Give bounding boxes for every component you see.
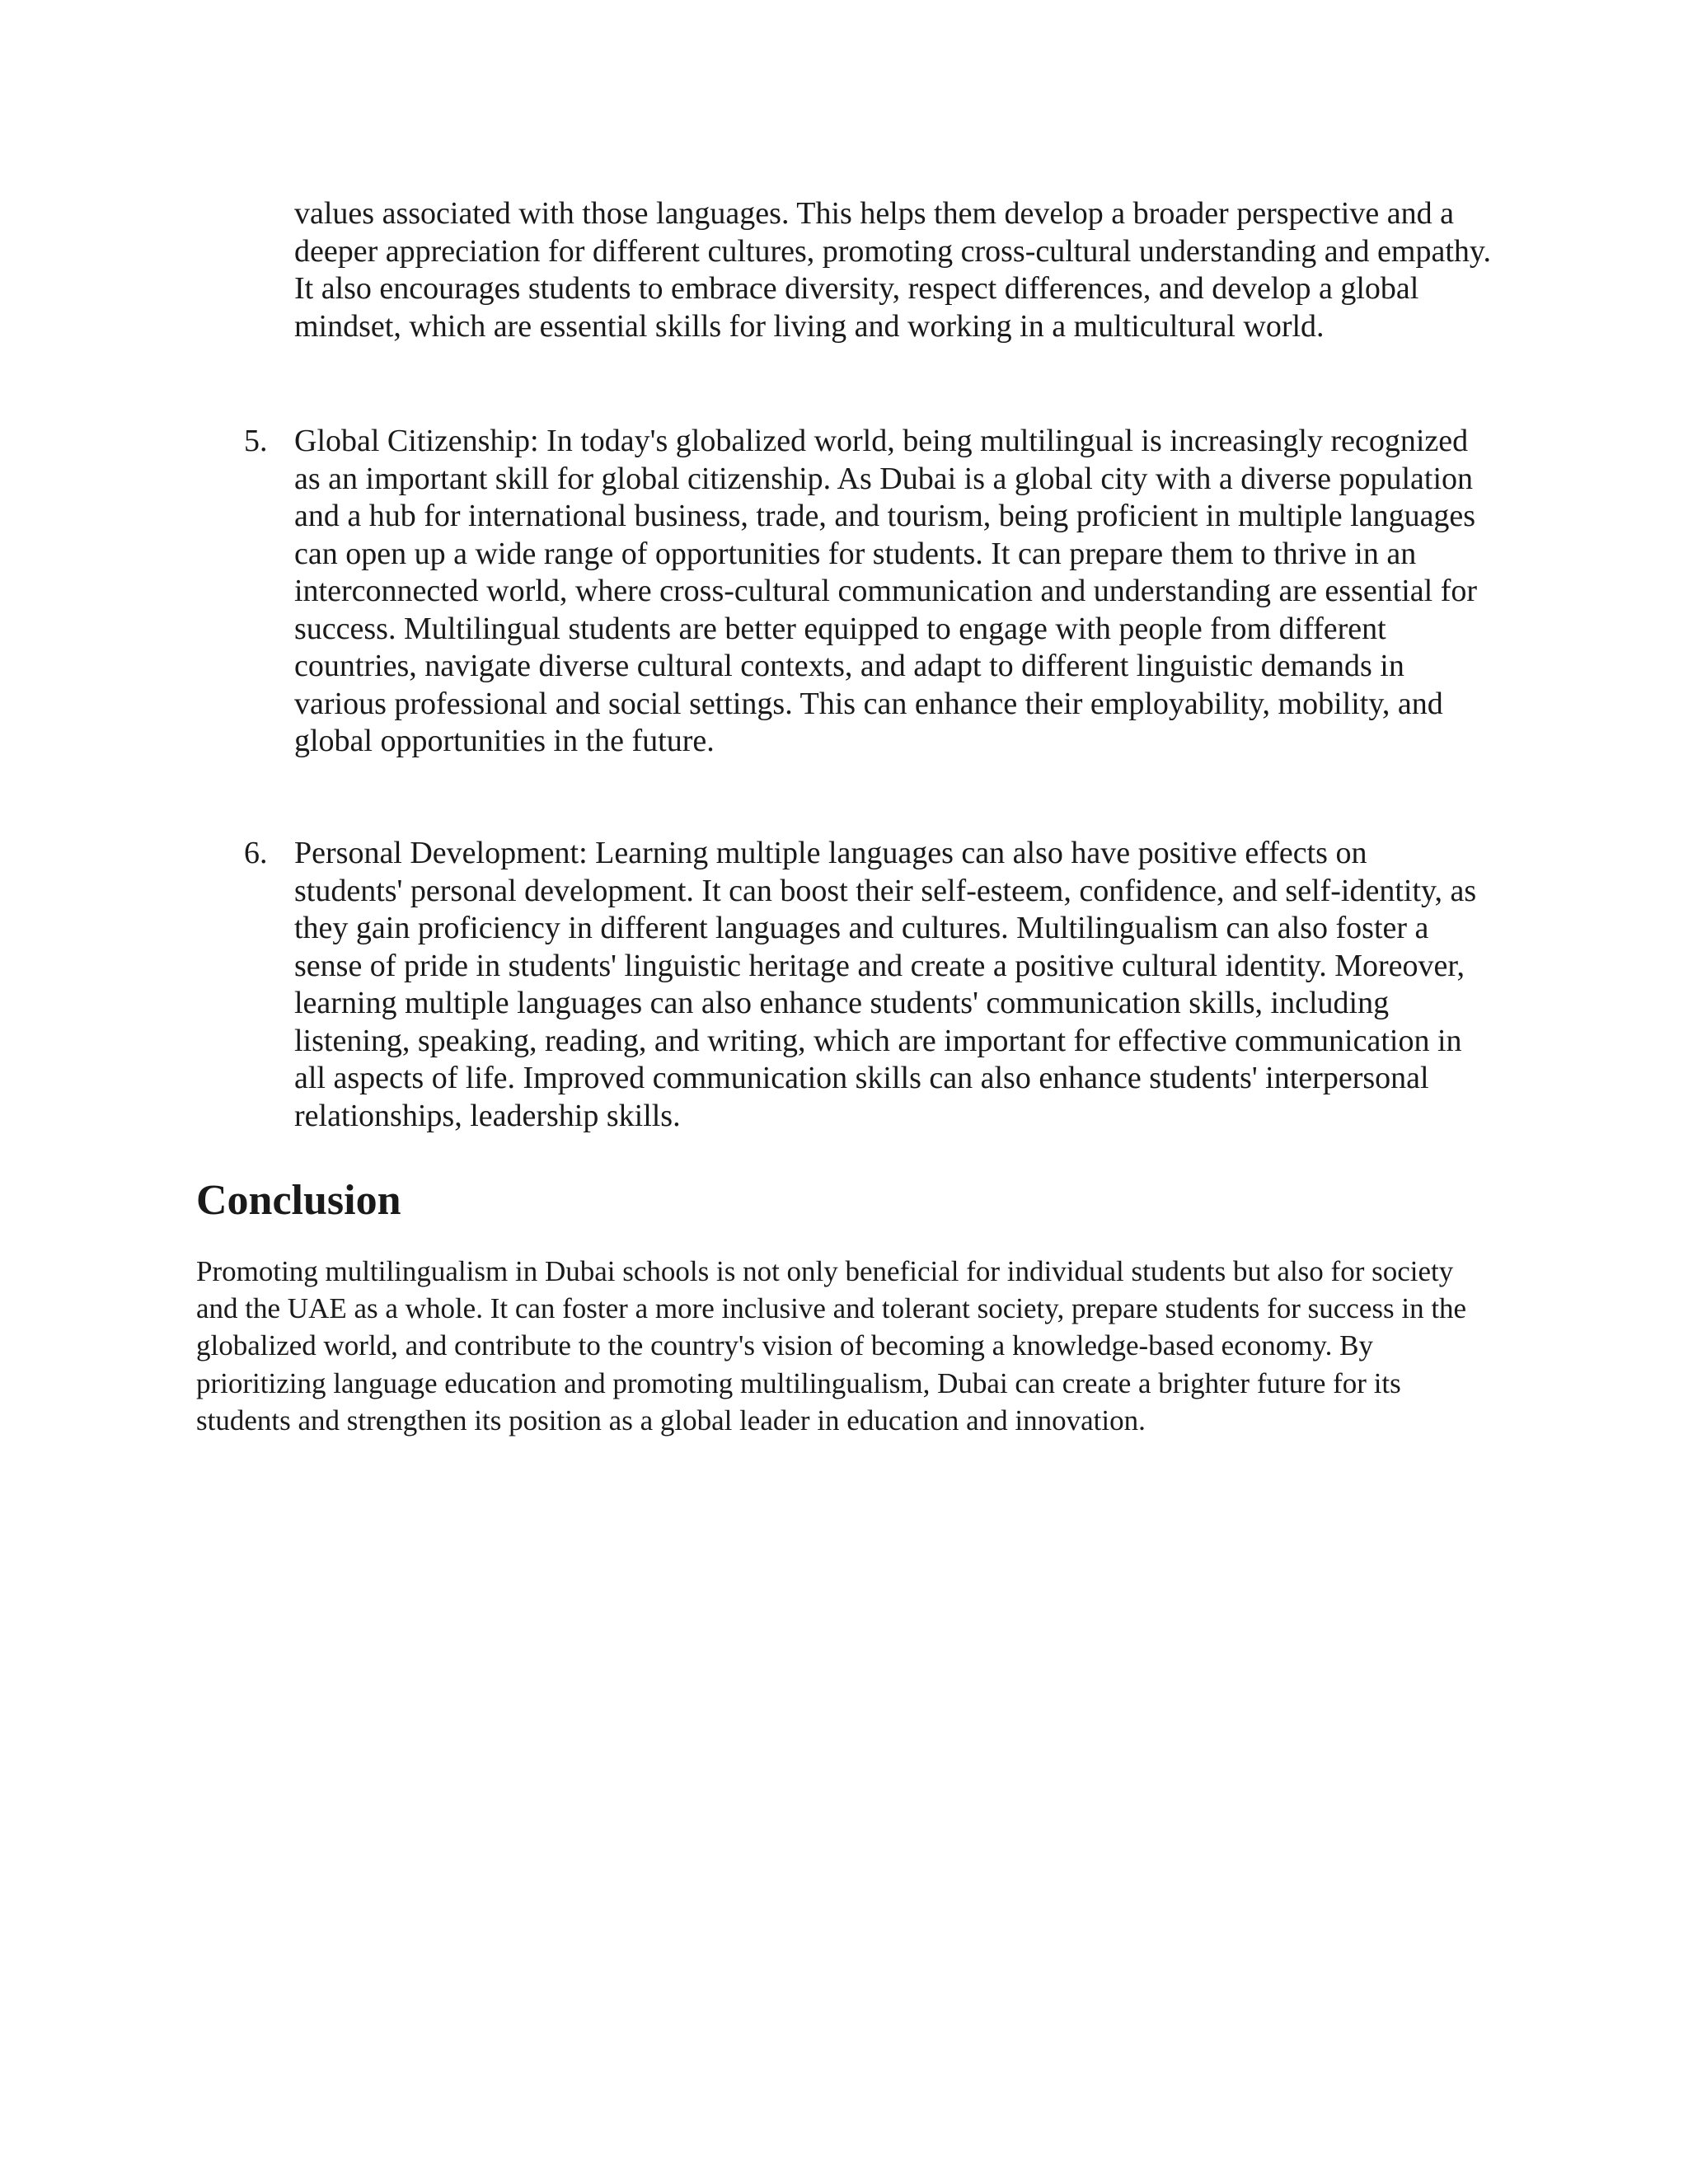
- list-item-number: 5.: [244, 424, 268, 458]
- conclusion-heading: Conclusion: [196, 1177, 401, 1224]
- conclusion-paragraph: Promoting multilingualism in Dubai schools is not only beneficial for individual students but also for society and the UAE as a whole. It can foster a more inclusive and tolerant society, prepare students for success in the globalized world, and contribute to the country's vision of becoming a knowledge-based economy. By prioritizing language education and promoting multilingualism, Dubai can create a brighter future for its students and strengthen its position as a global leader in education and innovation.: [196, 1255, 1467, 1436]
- list-item-text: Global Citizenship: In today's globalized world, being multilingual is increasingly recognized as an important skill for global citizenship. As Dubai is a global city with a diverse population and a hub for international business, trade, and tourism, being proficient in multiple languages can open up a wide range of opportunities for students. It can prepare them to thrive in an interconnected world, where cross-cultural communication and understanding are essential for success. Multilingual students are better equipped to engage with people from different countries, navigate diverse cultural contexts, and adapt to different linguistic demands in various professional and social settings. This can enhance their employability, mobility, and global opportunities in the future.: [294, 424, 1478, 758]
- list-item-text: Personal Development: Learning multiple languages can also have positive effects on students' personal development. It can boost their self-esteem, confidence, and self-identity, as they gain proficiency in different languages and cultures. Multilingualism can also foster a sense of pride in students' linguistic heritage and create a positive cultural identity. Moreover, learning multiple languages can also enhance students' communication skills, including listening, speaking, reading, and writing, which are important for effective communication in all aspects of life. Improved communication skills can also enhance students' interpersonal relationships, leadership skills.: [294, 836, 1477, 1133]
- list-item-number: 6.: [244, 836, 268, 870]
- list-item-4-continuation: values associated with those languages. This helps them develop a broader perspective and a deeper appreciation for different cultures, promoting cross-cultural understanding and empathy. It also encourages students to embrace diversity, respect differences, and develop a global mindset, which are essential skills for living and working in a multicultural world.: [294, 196, 1491, 344]
